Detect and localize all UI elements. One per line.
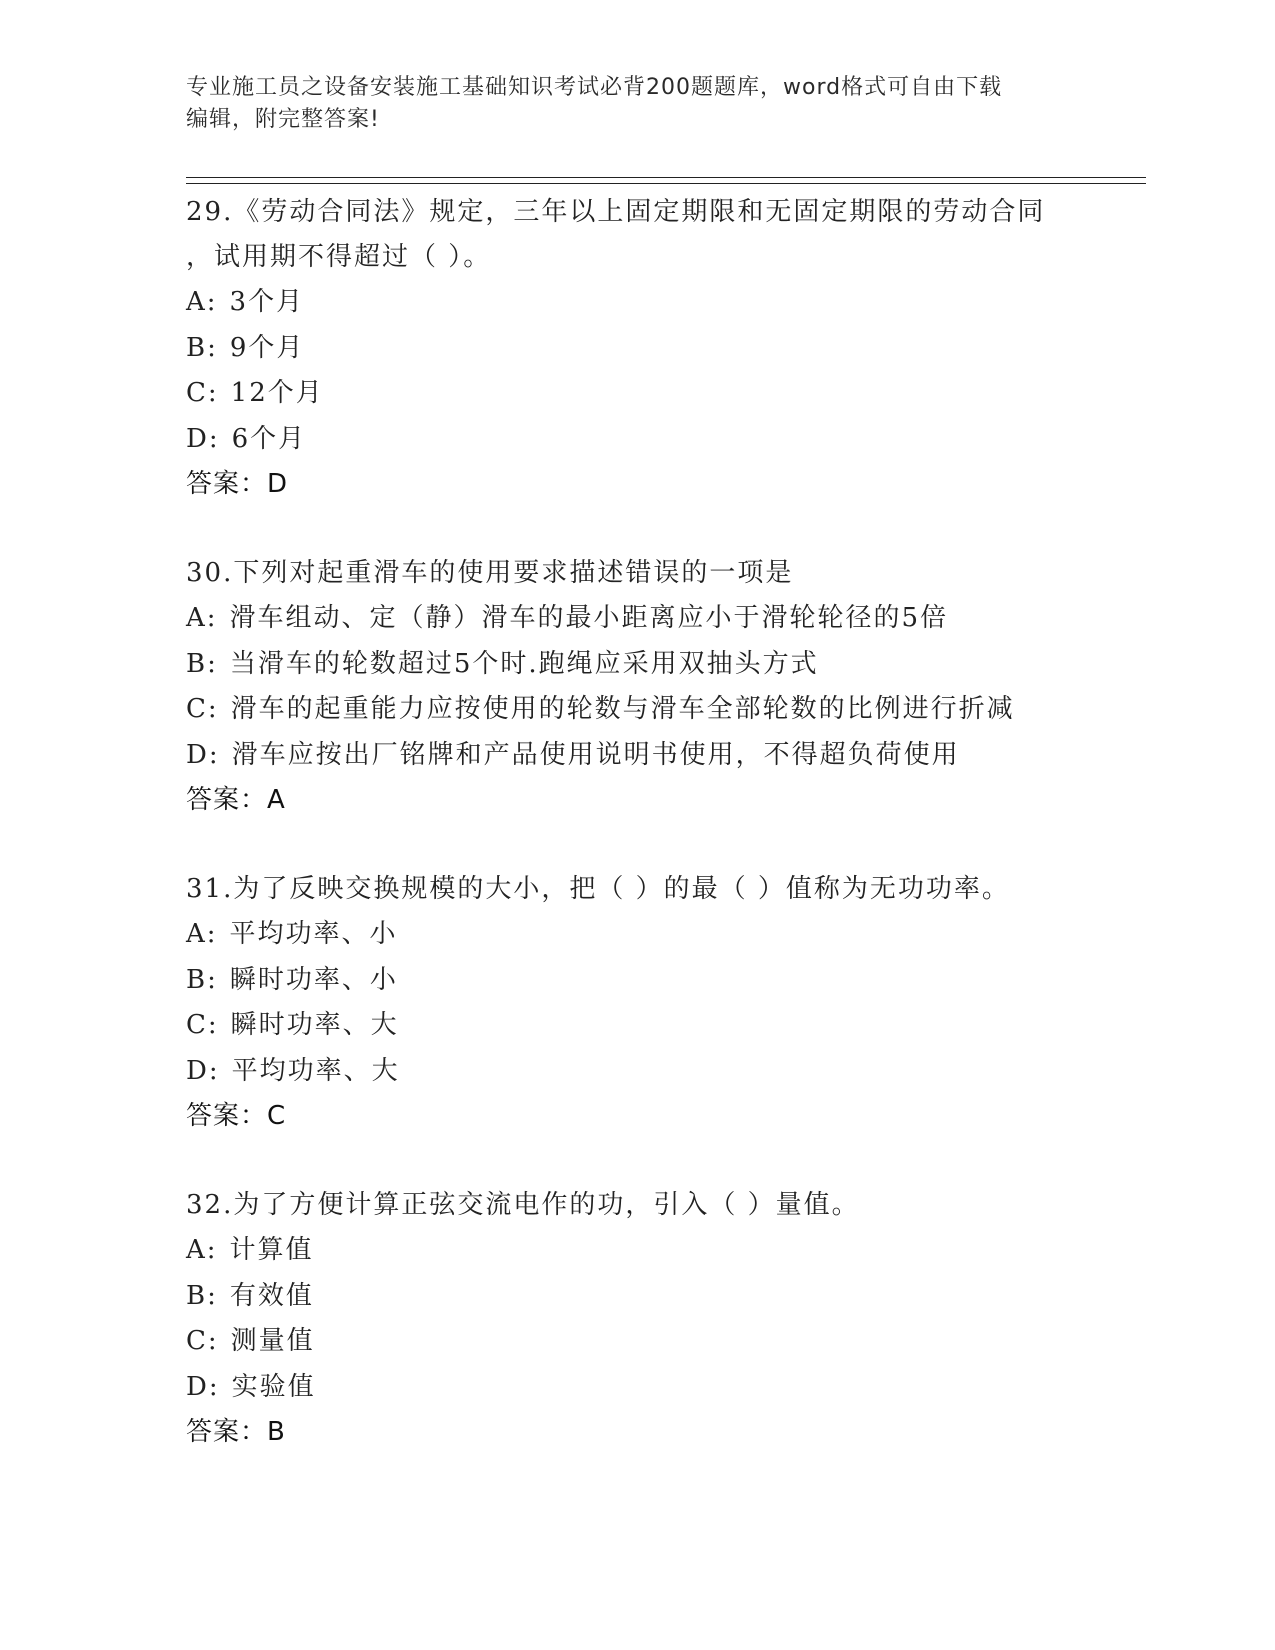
option-letter: C:	[186, 378, 219, 408]
header-line-2: 编辑，附完整答案!	[186, 107, 380, 132]
option-c	[186, 687, 1106, 733]
option-letter: C:	[186, 1010, 219, 1040]
option-letter: B:	[186, 332, 218, 363]
option-letter: B:	[186, 648, 218, 679]
option-d	[186, 1365, 1106, 1411]
question-stem-continued: ，试用期不得超过（ ）。	[186, 242, 492, 272]
question-stem: 32.为了方便计算正弦交流电作的功，引入（ ）量值。	[186, 1190, 860, 1220]
option-text: 3个月	[229, 287, 305, 317]
option-text: 滑车应按出厂铭牌和产品使用说明书使用，不得超负荷使用	[231, 739, 960, 770]
option-letter: C:	[186, 694, 219, 724]
option-letter: D:	[186, 423, 220, 454]
option-letter: A:	[186, 919, 218, 949]
option-b	[186, 958, 1106, 1004]
option-letter: D:	[186, 1371, 220, 1402]
answer-key: 答案：C	[186, 1101, 287, 1131]
answer-key: 答案：D	[186, 469, 289, 499]
question-stem: 31.为了反映交换规模的大小，把（ ）的最（ ）值称为无功功率。	[186, 874, 1010, 904]
option-text: 滑车组动、定（静）滑车的最小距离应小于滑轮轮径的5倍	[229, 603, 949, 633]
option-c	[186, 1319, 1106, 1365]
option-d	[186, 1049, 1106, 1095]
question-stem: 30.下列对起重滑车的使用要求描述错误的一项是	[186, 558, 794, 588]
answer-key: 答案：A	[186, 785, 286, 815]
question-32	[186, 1183, 1106, 1455]
option-letter: D:	[186, 739, 220, 770]
question-30	[186, 551, 1106, 823]
option-text: 瞬时功率、小	[229, 964, 398, 995]
header-divider-top	[186, 177, 1146, 178]
question-stem: 29.《劳动合同法》规定，三年以上固定期限和无固定期限的劳动合同	[186, 197, 1046, 227]
option-text: 有效值	[229, 1280, 314, 1311]
option-text: 实验值	[231, 1371, 316, 1402]
option-a	[186, 280, 1106, 326]
option-letter: D:	[186, 1055, 220, 1086]
option-text: 12个月	[230, 378, 324, 408]
option-text: 6个月	[231, 423, 307, 454]
document-header	[186, 72, 1086, 136]
option-b	[186, 326, 1106, 372]
question-29	[186, 190, 1106, 507]
header-divider-bottom	[186, 183, 1146, 184]
option-text: 当滑车的轮数超过5个时.跑绳应采用双抽头方式	[229, 648, 819, 679]
option-letter: C:	[186, 1326, 219, 1356]
header-line-1: 专业施工员之设备安装施工基础知识考试必背200题题库，word格式可自由下载	[186, 75, 1003, 100]
option-c	[186, 371, 1106, 417]
option-a	[186, 1228, 1106, 1274]
option-b	[186, 642, 1106, 688]
option-text: 计算值	[229, 1235, 314, 1265]
option-text: 平均功率、小	[229, 919, 398, 949]
question-31	[186, 867, 1106, 1139]
option-letter: B:	[186, 1280, 218, 1311]
option-d	[186, 417, 1106, 463]
answer-key: 答案：B	[186, 1417, 286, 1447]
option-letter: A:	[186, 603, 218, 633]
option-text: 平均功率、大	[231, 1055, 400, 1086]
option-b	[186, 1274, 1106, 1320]
option-text: 9个月	[229, 332, 305, 363]
option-letter: B:	[186, 964, 218, 995]
question-list	[186, 190, 1106, 1499]
option-text: 测量值	[230, 1326, 315, 1356]
option-c	[186, 1003, 1106, 1049]
option-text: 瞬时功率、大	[230, 1010, 399, 1040]
option-letter: A:	[186, 287, 218, 317]
option-d	[186, 733, 1106, 779]
option-letter: A:	[186, 1235, 218, 1265]
option-a	[186, 596, 1106, 642]
option-a	[186, 912, 1106, 958]
option-text: 滑车的起重能力应按使用的轮数与滑车全部轮数的比例进行折减	[230, 694, 1015, 724]
